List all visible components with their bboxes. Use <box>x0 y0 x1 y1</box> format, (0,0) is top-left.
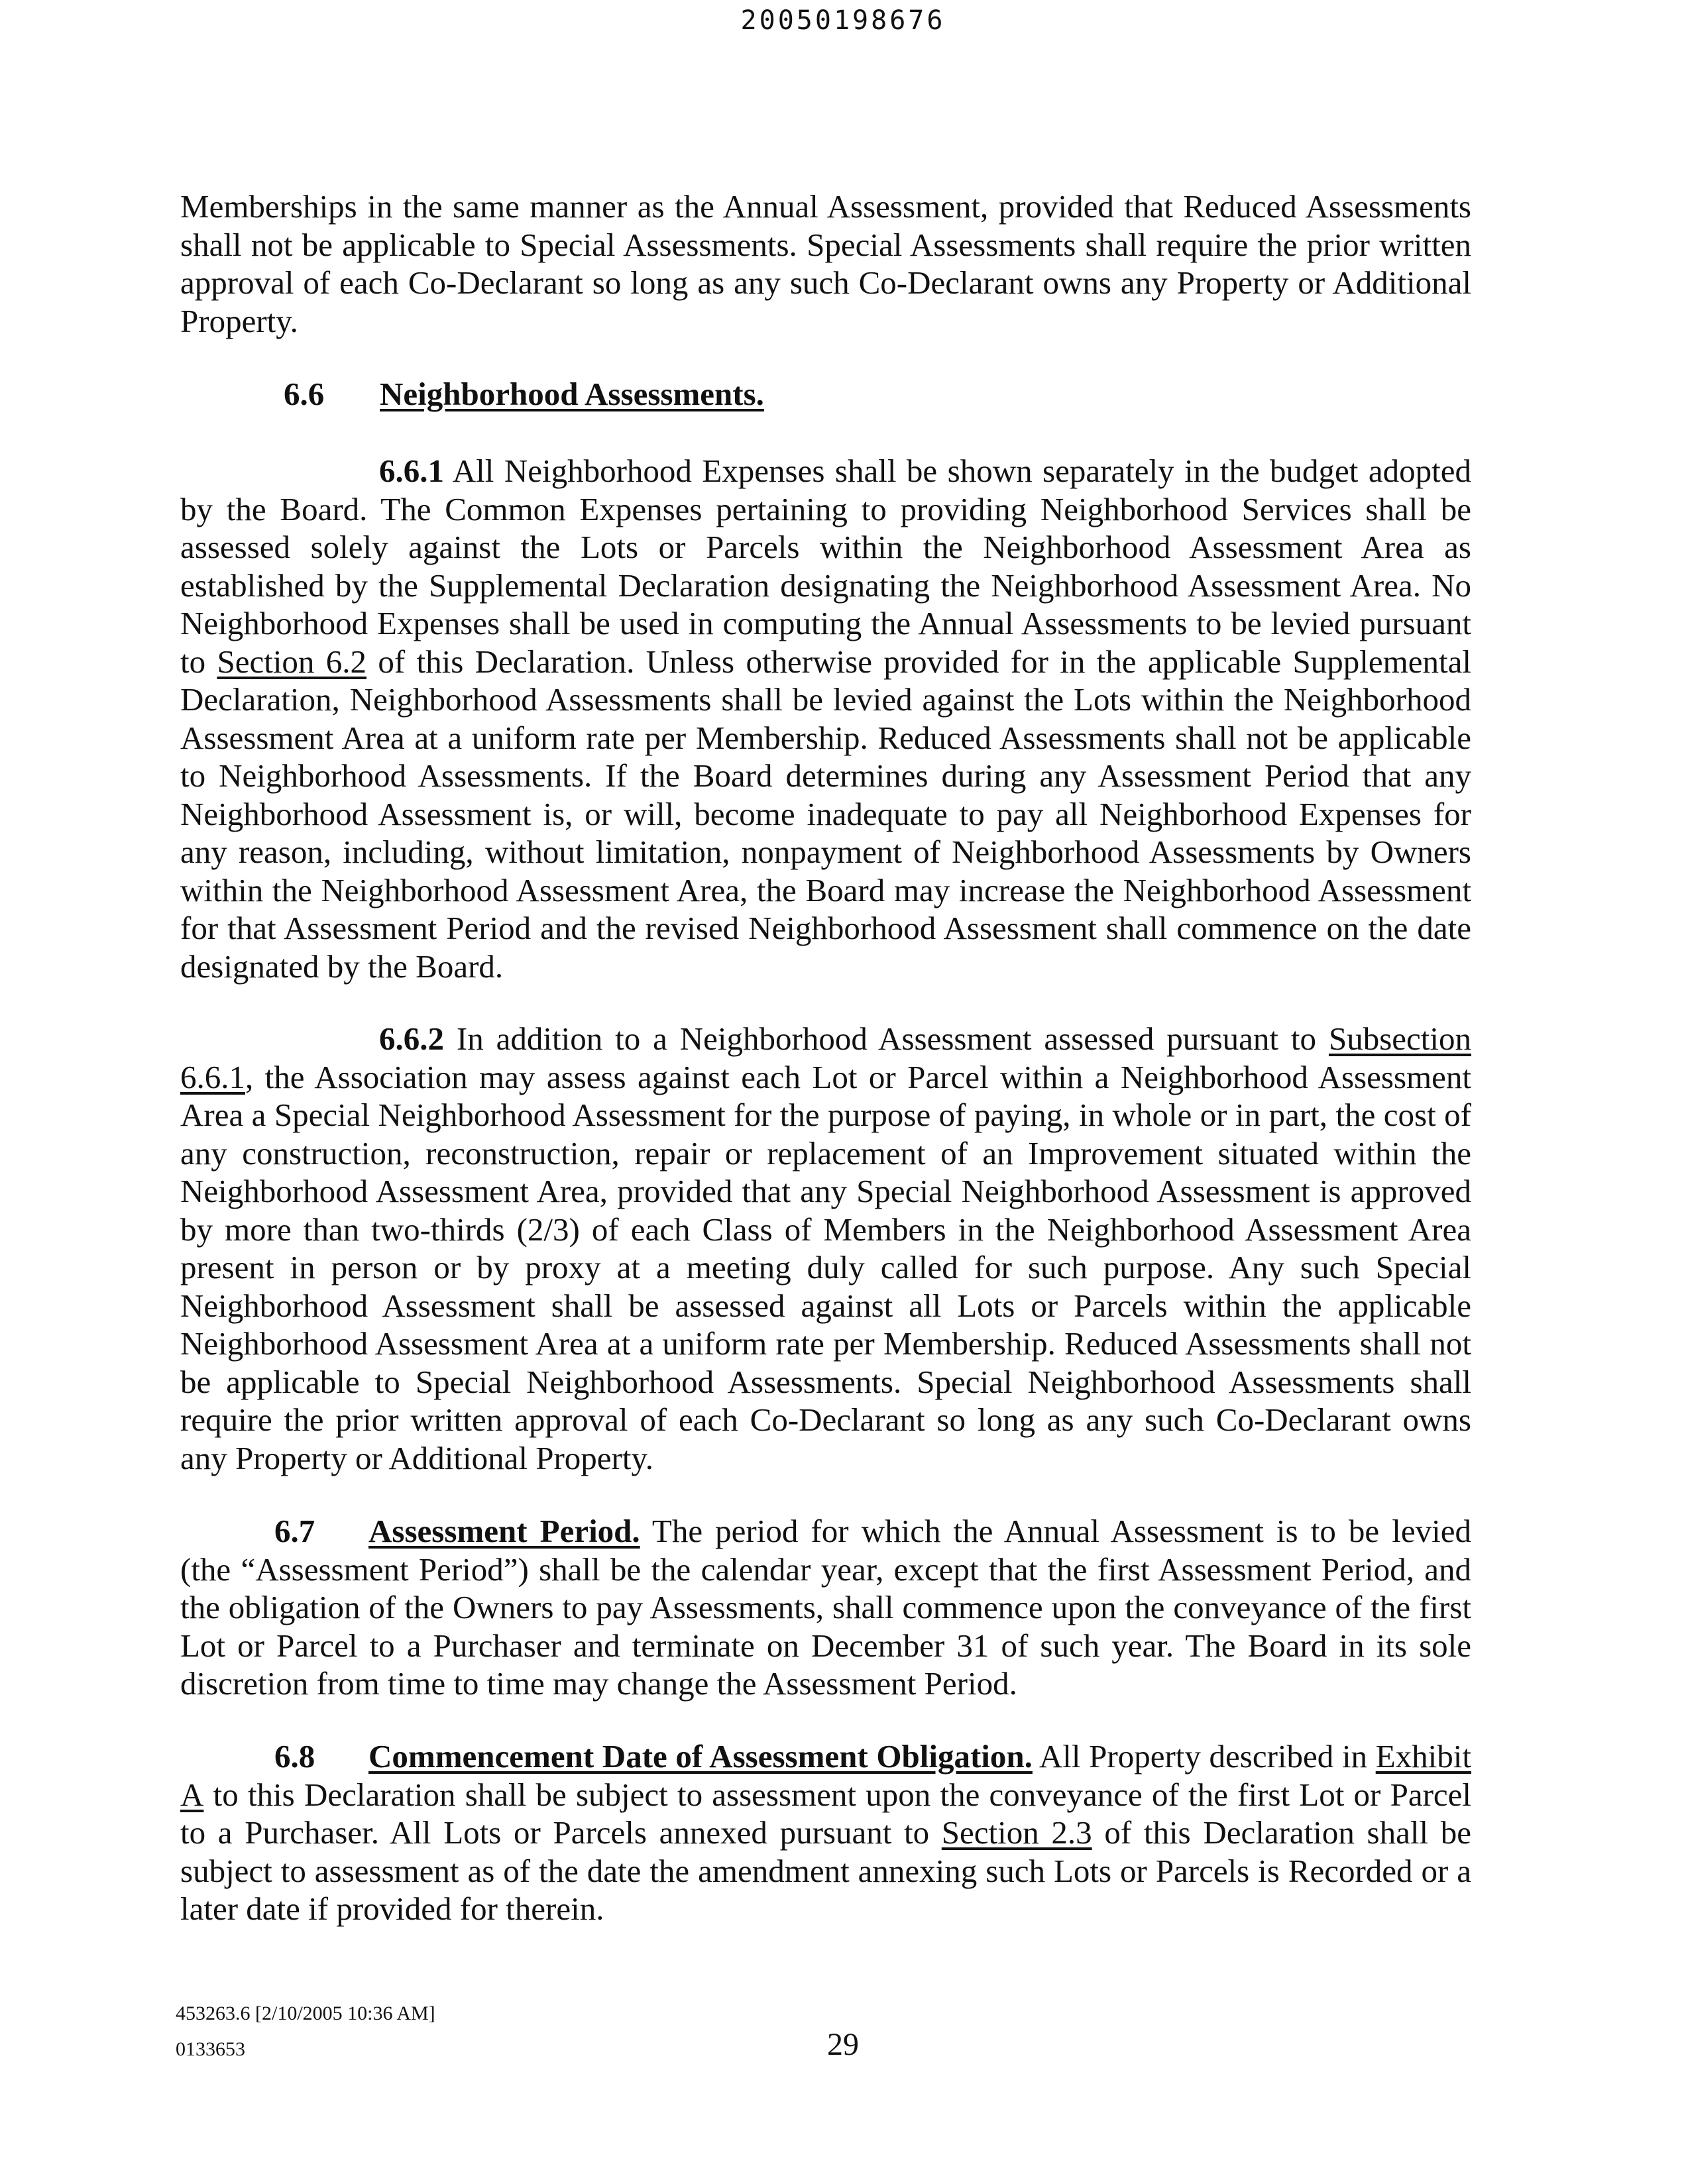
subsection-number: 6.6.2 <box>379 1020 444 1057</box>
cross-reference-link[interactable]: Section 6.2 <box>217 643 367 680</box>
intro-paragraph: Memberships in the same manner as the Annual Assessment, provided that Reduced Assessments shall not be applicable to Special Assessments. Special Assessments shall require the prior written approval of each Co-Declarant so long as any such Co-Declarant owns any Property or Additional Property. <box>180 188 1471 339</box>
paragraph-text: The period for which the Annual Assessment is to be levied (the “Assessment Period”) shall be the calendar year, except that the first Assessment Period, and the obligation of the Owners to pay Assessments, shall commence upon the conveyance of the first Lot or Parcel to a Purchaser and terminate on December 31 of such year. The Board in its sole discretion from time to time may change the Assessment Period. <box>180 1513 1471 1702</box>
section-6-6-1-paragraph <box>180 452 1471 985</box>
page-number: 29 <box>827 2027 859 2062</box>
section-number: 6.6 <box>284 376 325 412</box>
cross-reference-link[interactable]: Subsection 6.6.1 <box>180 1020 1471 1095</box>
subsection-number: 6.6.1 <box>379 453 444 489</box>
section-title: Neighborhood Assessments. <box>380 376 764 412</box>
paragraph-text: , the Association may assess against each Lot or Parcel within a Neighborhood Assessment Area a Special Neighborhood Assessment for the purpose of paying, in whole or in part, the cost of any construction, reconstruction, repair or replacement of an Improvement situated within the Neighborhood Assessment Area, provided that any Special Neighborhood Assessment is approved by more than two-thirds (2/3) of each Class of Members in the Neighborhood Assessment Area present in person or by proxy at a meeting duly called for such purpose. Any such Special Neighborhood Assessment shall be assessed against all Lots or Parcels within the applicable Neighborhood Assessment Area at a uniform rate per Membership. Reduced Assessments shall not be applicable to Special Neighborhood Assessments. Special Neighborhood Assessments shall require the prior written approval of each Co-Declarant so long as any such Co-Declarant owns any Property or Additional Property. <box>180 1058 1471 1476</box>
paragraph-text: All Neighborhood Expenses shall be shown separately in the budget adopted by the Board. The Common Expenses pertaining to providing Neighborhood Services shall be assessed solely against the Lots or Parcels within the Neighborhood Assessment Area as established by the Supplemental Declaration designating the Neighborhood Assessment Area. No Neighborhood Expenses shall be used in computing the Annual Assessments to be levied pursuant to <box>180 453 1471 680</box>
paragraph-text: of this Declaration. Unless otherwise provided for in the applicable Supplemental Declaration, Neighborhood Assessments shall be levied against the Lots within the Neighborhood Assessment Area at a uniform rate per Membership. Reduced Assessments shall not be applicable to Neighborhood Assessments. If the Board determines during any Assessment Period that any Neighborhood Assessment is, or will, become inadequate to pay all Neighborhood Expenses for any reason, including, without limitation, nonpayment of Neighborhood Assessments by Owners within the Neighborhood Assessment Area, the Board may increase the Neighborhood Assessment for that Assessment Period and the revised Neighborhood Assessment shall commence on the date designated by the Board. <box>180 643 1471 985</box>
cross-reference-link[interactable]: Exhibit A <box>180 1738 1471 1813</box>
paragraph-text: In addition to a Neighborhood Assessment assessed pursuant to <box>444 1020 1329 1057</box>
section-title: Commencement Date of Assessment Obligation. <box>368 1738 1033 1774</box>
section-number: 6.8 <box>274 1738 315 1774</box>
paragraph-text: to this Declaration shall be subject to assessment upon the conveyance of the first Lot or Parcel to a Purchaser. All Lots or Parcels annexed pursuant to <box>180 1776 1471 1851</box>
cross-reference-link[interactable]: Section 2.3 <box>941 1814 1092 1851</box>
section-6-6-2-paragraph <box>180 1020 1471 1477</box>
document-number: 20050198676 <box>740 5 946 36</box>
section-title: Assessment Period. <box>368 1513 640 1549</box>
paragraph-text: All Property described in <box>1032 1738 1376 1774</box>
section-6-7-paragraph <box>180 1512 1471 1703</box>
paragraph-text: of this Declaration shall be subject to assessment as of the date the amendment annexing such Lots or Parcels is Recorded or a later date if provided for therein. <box>180 1814 1471 1927</box>
section-6-8-paragraph <box>180 1737 1471 1928</box>
section-number: 6.7 <box>274 1513 315 1549</box>
section-6-6-heading <box>284 375 764 413</box>
footer-client-number: 0133653 <box>176 2038 245 2060</box>
footer-doc-ref: 453263.6 [2/10/2005 10:36 AM] <box>176 2002 435 2024</box>
